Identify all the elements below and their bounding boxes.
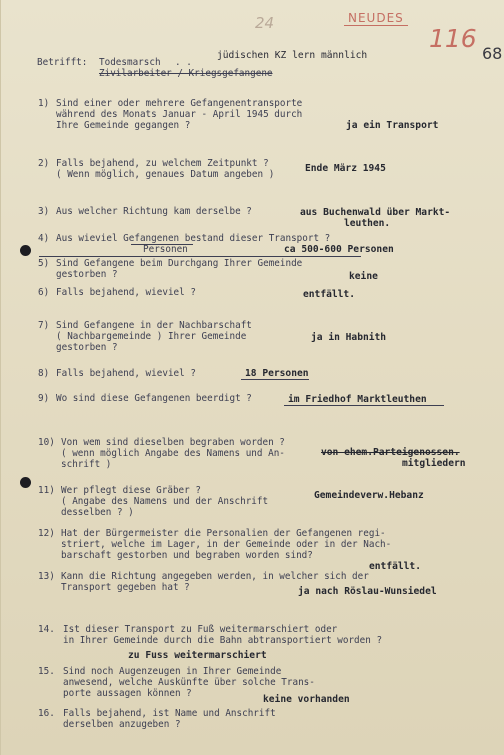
- q4-unit: Personen: [143, 244, 188, 255]
- q12-line: barschaft gestorben und begraben worden sind?: [61, 550, 313, 561]
- q16-line: derselben anzugeben ?: [63, 719, 181, 730]
- q5-underline: [39, 256, 361, 257]
- q2-line: ( Wenn möglich, genaues Datum angeben ): [56, 169, 275, 180]
- page-number: 68: [482, 44, 503, 63]
- q10-line: ( wenn möglich Angabe des Namens und An-: [61, 448, 285, 459]
- q16-line: Falls bejahend, ist Name und Anschrift: [63, 708, 276, 719]
- q4-line: Aus wieviel Gefangenen bestand dieser Transport ?: [56, 233, 331, 244]
- q9-line: Wo sind diese Gefangenen beerdigt ?: [56, 393, 252, 404]
- q10-answer: mitgliedern: [402, 458, 466, 469]
- q9-answer: im Friedhof Marktleuthen: [288, 394, 427, 405]
- q14-line: Ist dieser Transport zu Fuß weitermarschiert oder: [63, 624, 338, 635]
- betrifft-label: Betrifft:: [37, 57, 88, 68]
- q7-line: ( Nachbargemeinde ) Ihrer Gemeinde: [56, 331, 247, 342]
- q8-line: Falls bejahend, wieviel ?: [56, 368, 196, 379]
- q1-line: Ihre Gemeinde gegangen ?: [56, 120, 191, 131]
- red-folio-number: 116: [429, 24, 477, 53]
- q13-answer: ja nach Röslau-Wunsiedel: [298, 586, 437, 597]
- q5-line: Sind Gefangene beim Durchgang Ihrer Gemeinde: [56, 258, 303, 269]
- q11-line: Wer pflegt diese Gräber ?: [61, 485, 201, 496]
- q4-number: 4): [38, 233, 50, 244]
- q14-line: in Ihrer Gemeinde durch die Bahn abtransportiert worden ?: [63, 635, 383, 646]
- q14-number: 14.: [38, 624, 55, 635]
- q2-answer: Ende März 1945: [305, 163, 386, 174]
- q13-line: Transport gegeben hat ?: [61, 582, 190, 593]
- q12-line: striert, welche im Lager, in der Gemeinde oder in der Nach-: [61, 539, 392, 550]
- q7-answer: ja in Habnith: [311, 332, 387, 343]
- q9-underline: [284, 405, 444, 406]
- q13-number: 13): [38, 571, 55, 582]
- q8-number: 8): [38, 368, 50, 379]
- q16-number: 16.: [38, 708, 55, 719]
- q12-number: 12): [38, 528, 55, 539]
- punch-hole-bottom: [20, 477, 31, 488]
- q15-line: anwesend, welche Auskünfte über solche Trans-: [63, 677, 315, 688]
- q11-line: desselben ? ): [61, 507, 134, 518]
- q12-answer: entfällt.: [369, 561, 421, 572]
- q10-line: schrift ): [61, 459, 112, 470]
- q1-line: Sind einer oder mehrere Gefangenentransporte: [56, 98, 303, 109]
- q1-answer: ja ein Transport: [346, 120, 439, 131]
- q15-answer: keine vorhanden: [263, 694, 350, 705]
- betrifft-answer: jüdischen KZ lern männlich: [217, 50, 368, 61]
- q6-number: 6): [38, 287, 50, 298]
- q5-answer: keine: [349, 271, 378, 282]
- q5-number: 5): [38, 258, 50, 269]
- q3-answer: aus Buchenwald über Markt-: [300, 207, 451, 218]
- q3-number: 3): [38, 206, 50, 217]
- betrifft-dots: . .: [175, 57, 192, 68]
- pencil-mark: 24: [255, 14, 275, 32]
- q7-line: gestorben ?: [56, 342, 118, 353]
- punch-hole-top: [20, 245, 31, 256]
- q14-answer: zu Fuss weitermarschiert: [128, 650, 267, 661]
- q4-answer: ca 500-600 Personen: [284, 244, 394, 255]
- q5-line: gestorben ?: [56, 269, 118, 280]
- q10-line: Von wem sind dieselben begraben worden ?: [61, 437, 285, 448]
- q8-answer: 18 Personen: [245, 368, 309, 379]
- q11-number: 11): [38, 485, 55, 496]
- stamp-mark: NEUDES: [344, 11, 408, 26]
- q8-underline: [241, 379, 309, 380]
- q1-line: während des Monats Januar - April 1945 durch: [56, 109, 303, 120]
- q3-answer: leuthen.: [344, 218, 391, 229]
- betrifft-line2: Zivilarbeiter / Kriegsgefangene: [99, 68, 273, 79]
- q15-line: porte aussagen können ?: [63, 688, 192, 699]
- q3-line: Aus welcher Richtung kam derselbe ?: [56, 206, 252, 217]
- q15-number: 15.: [38, 666, 55, 677]
- q15-line: Sind noch Augenzeugen in Ihrer Gemeinde: [63, 666, 282, 677]
- q11-line: ( Angabe des Namens und der Anschrift: [61, 496, 269, 507]
- betrifft-value: Todesmarsch: [99, 57, 161, 68]
- q13-line: Kann die Richtung angegeben werden, in welcher sich der: [61, 571, 369, 582]
- q9-number: 9): [38, 393, 50, 404]
- q2-number: 2): [38, 158, 50, 169]
- q7-number: 7): [38, 320, 50, 331]
- q10-number: 10): [38, 437, 55, 448]
- q10-answer: von ehem.Parteigenossen.: [321, 447, 460, 458]
- q6-answer: entfällt.: [303, 289, 355, 300]
- q1-number: 1): [38, 98, 50, 109]
- q6-line: Falls bejahend, wieviel ?: [56, 287, 196, 298]
- q7-line: Sind Gefangene in der Nachbarschaft: [56, 320, 252, 331]
- q2-line: Falls bejahend, zu welchem Zeitpunkt ?: [56, 158, 269, 169]
- q11-answer: Gemeindeverw.Hebanz: [314, 490, 424, 501]
- q12-line: Hat der Bürgermeister die Personalien der Gefangenen regi-: [61, 528, 386, 539]
